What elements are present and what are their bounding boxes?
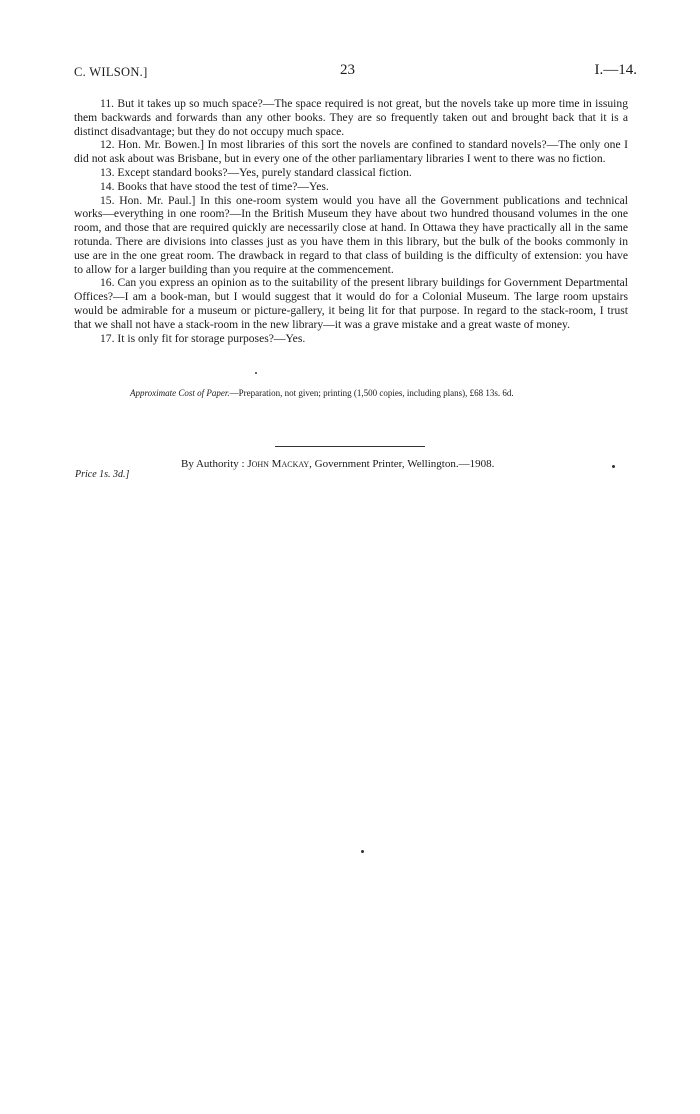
authority-suffix: , Government Printer, Wellington.—1908. (309, 458, 495, 470)
page-number: 23 (340, 62, 355, 78)
cost-label: Approximate Cost of Paper. (130, 388, 230, 398)
paragraph-11: 11. But it takes up so much space?—The space required is not great, but the novels take up more time in issuing them backwards and forwards than any other books. They are so frequently taken out and brought back that it is a distinct disadvantage; but they do not occupy much space. (74, 97, 628, 138)
header-witness-name: C. WILSON.] (74, 65, 148, 79)
testimony-body (74, 97, 628, 345)
paragraph-16: 16. Can you express an opinion as to the suitability of the present library buildings for Government Departmental Offices?—I am a book-man, but I would suggest that it would do for a Colonial Museum. The large room upstairs would be admirable for a museum or picture-gallery, it being lit for that purpose. In regard to the stack-room, I trust that we shall not have a stack-room in the new library—it was a grave mistake and a great waste of money. (74, 276, 628, 331)
price-note: Price 1s. 3d.] (75, 469, 130, 480)
paragraph-13: 13. Except standard books?—Yes, purely standard classical fiction. (100, 165, 412, 179)
cost-of-paper-note (130, 388, 514, 398)
authority-prefix: By Authority : (181, 458, 248, 470)
paragraph-12: 12. Hon. Mr. Bowen.] In most libraries of this sort the novels are confined to standard novels?—The only one I did not ask about was Brisbane, but in every one of the other parliamentary libraries I went to there was no fiction. (74, 138, 628, 166)
ink-speck-decoration (612, 465, 615, 468)
authority-line (181, 458, 494, 470)
ink-speck-decoration (361, 850, 364, 853)
printer-name: John Mackay (247, 458, 310, 470)
paragraph-15: 15. Hon. Mr. Paul.] In this one-room system would you have all the Government publications and technical works—everything in one room?—In the British Museum they have about two hundred thousand volumes in the one room, and those that are required quickly are necessarily close at hand. In Ottawa they have practically all in the same rotunda. There are divisions into classes just as you have them in this library, but the bulk of the books commonly in use are in the one great room. The drawback in regard to that class of building is the difficulty of extension: you have to allow for a larger building than you require at the commencement. (74, 193, 628, 276)
paragraph-17: 17. It is only fit for storage purposes?—Yes. (100, 331, 306, 345)
document-reference: I.—14. (594, 62, 637, 78)
divider-rule (275, 446, 425, 447)
paragraph-14: 14. Books that have stood the test of time?—Yes. (100, 179, 329, 193)
cost-details: —Preparation, not given; printing (1,500 copies, including plans), £68 13s. 6d. (229, 388, 514, 398)
ink-speck-decoration (255, 372, 257, 374)
page-header (0, 62, 700, 84)
